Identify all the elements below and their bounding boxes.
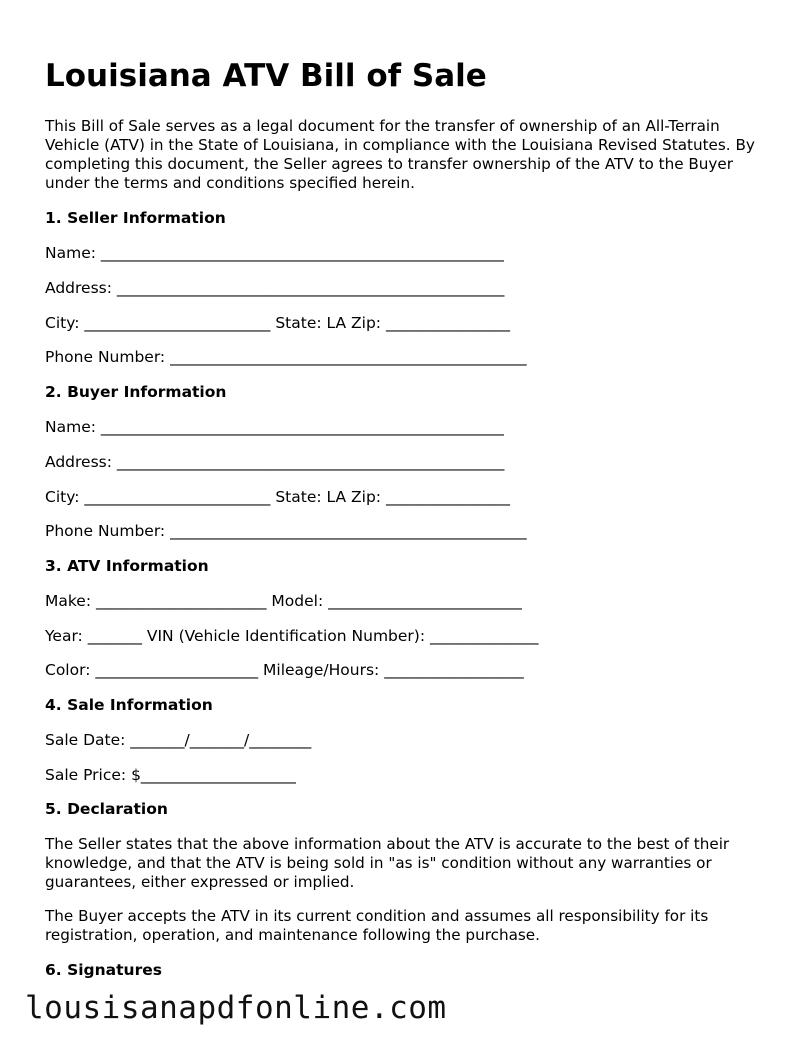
buyer-phone-field[interactable]: Phone Number: ______________________________________________ xyxy=(45,522,527,540)
atv-year-vin-field[interactable]: Year: _______ VIN (Vehicle Identification Number): ______________ xyxy=(45,627,539,645)
seller-address-field[interactable]: Address: __________________________________________________ xyxy=(45,279,505,297)
seller-name-field[interactable]: Name: ____________________________________________________ xyxy=(45,244,504,262)
site-watermark: lousisanapdfonline.com xyxy=(25,990,447,1026)
buyer-name-field[interactable]: Name: ____________________________________________________ xyxy=(45,418,504,436)
document-title: Louisiana ATV Bill of Sale xyxy=(45,58,487,94)
seller-heading: 1. Seller Information xyxy=(45,209,226,227)
buyer-address-field[interactable]: Address: __________________________________________________ xyxy=(45,453,505,471)
declaration-heading: 5. Declaration xyxy=(45,800,168,818)
atv-make-model-field[interactable]: Make: ______________________ Model: _________________________ xyxy=(45,592,522,610)
intro-paragraph: This Bill of Sale serves as a legal document for the transfer of ownership of an All-Terrain Vehicle (ATV) in the State of Louisiana, in compliance with the Louisiana Revised Statutes. By completing this document, the Seller agrees to transfer ownership of the ATV to the Buyer under the terms and conditions specified herein. xyxy=(45,117,755,192)
buyer-heading: 2. Buyer Information xyxy=(45,383,227,401)
atv-heading: 3. ATV Information xyxy=(45,557,209,575)
atv-color-mileage-field[interactable]: Color: _____________________ Mileage/Hours: __________________ xyxy=(45,661,524,679)
seller-declaration-paragraph: The Seller states that the above information about the ATV is accurate to the best of their knowledge, and that the ATV is being sold in "as is" condition without any warranties or guarantees, either expressed or implied. xyxy=(45,835,730,891)
buyer-declaration-paragraph: The Buyer accepts the ATV in its current condition and assumes all responsibility for its registration, operation, and maintenance following the purchase. xyxy=(45,907,709,944)
sale-price-field[interactable]: Sale Price: $____________________ xyxy=(45,766,296,784)
sale-heading: 4. Sale Information xyxy=(45,696,213,714)
buyer-city-state-zip-field[interactable]: City: ________________________ State: LA Zip: ________________ xyxy=(45,488,510,506)
seller-city-state-zip-field[interactable]: City: ________________________ State: LA Zip: ________________ xyxy=(45,314,510,332)
sale-date-field[interactable]: Sale Date: _______/_______/________ xyxy=(45,731,312,749)
signatures-heading: 6. Signatures xyxy=(45,961,162,979)
seller-phone-field[interactable]: Phone Number: ______________________________________________ xyxy=(45,348,527,366)
